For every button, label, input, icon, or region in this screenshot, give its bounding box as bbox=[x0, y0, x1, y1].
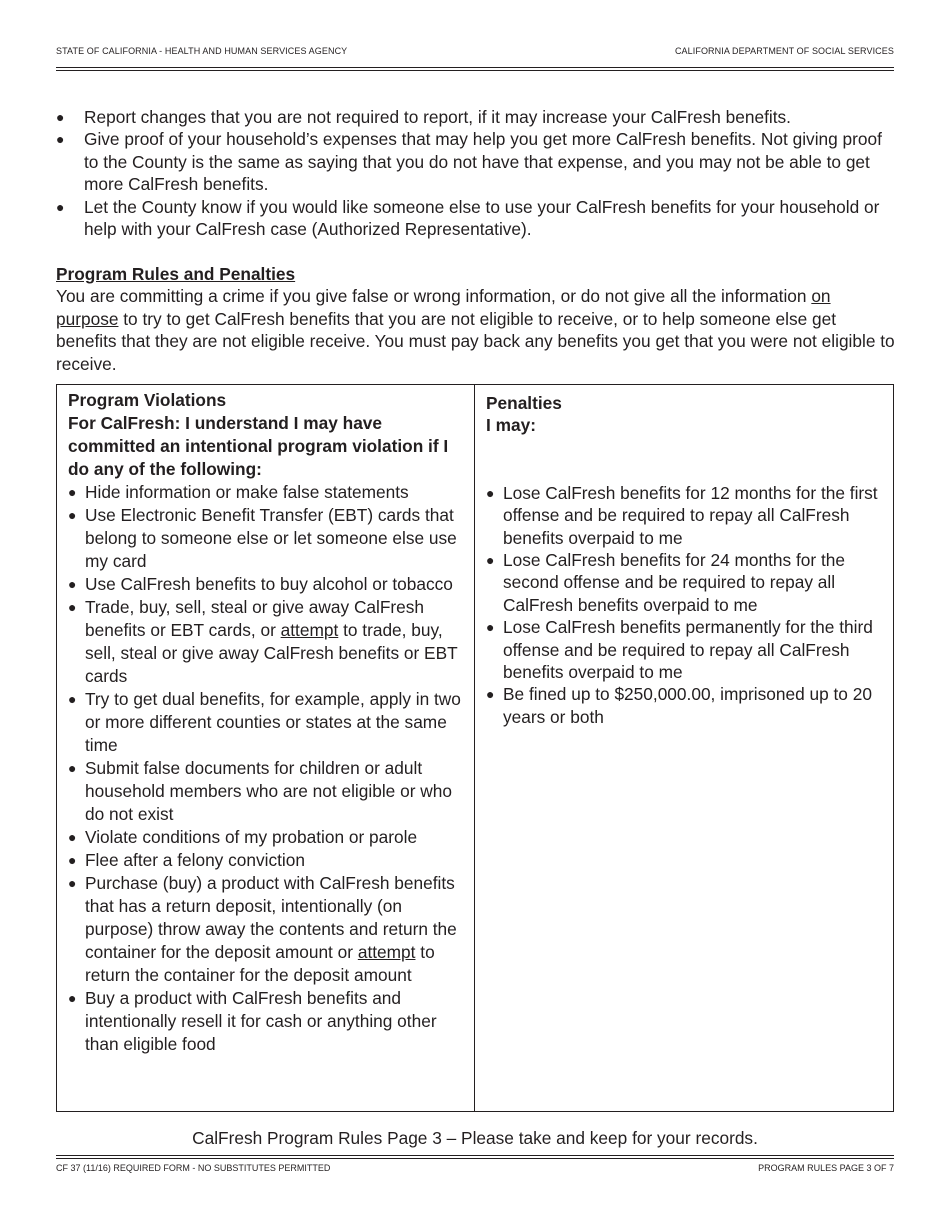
violation-text: Buy a product with CalFresh benefits and intentionally resell it for cash or anything other than eligible food bbox=[85, 988, 437, 1054]
penalty-text: Lose CalFresh benefits for 24 months for the second offense and be required to repay all CalFresh benefits overpaid to me bbox=[503, 550, 845, 615]
list-item bbox=[68, 987, 466, 1056]
bullet-icon: ● bbox=[56, 109, 65, 125]
list-item bbox=[56, 128, 894, 195]
list-item bbox=[68, 504, 466, 573]
page-footer bbox=[56, 1163, 894, 1173]
text-part: to return the container for the deposit amount bbox=[85, 942, 435, 985]
list-item bbox=[486, 549, 879, 616]
bullet-icon: ● bbox=[68, 990, 77, 1006]
penalties-title: Penalties bbox=[486, 393, 562, 413]
bullet-icon: ● bbox=[68, 829, 77, 845]
bullet-text: Give proof of your household’s expenses that may help you get more CalFresh benefits. Not giving proof to the County is the same as saying that you do not have that expense, and you may not be able to get more CalFresh benefits. bbox=[84, 129, 882, 195]
penalty-text: Lose CalFresh benefits for 12 months for the first offense and be required to repay all CalFresh benefits overpaid to me bbox=[503, 482, 878, 548]
list-item bbox=[68, 573, 466, 596]
section-paragraph bbox=[56, 285, 896, 375]
violation-text: Violate conditions of my probation or parole bbox=[85, 827, 418, 847]
violation-text: Flee after a felony conviction bbox=[85, 850, 305, 870]
text-part: to trade, buy, sell, steal or give away CalFresh benefits or EBT cards bbox=[85, 620, 458, 686]
list-item bbox=[68, 596, 466, 688]
list-item bbox=[486, 683, 879, 728]
bullet-icon: ● bbox=[68, 507, 77, 523]
penalty-text: Lose CalFresh benefits permanently for the third offense and be required to repay all CalFresh benefits overpaid to me bbox=[503, 617, 873, 683]
bullet-icon: ● bbox=[486, 619, 495, 636]
emphasis-attempt: attempt bbox=[280, 620, 339, 640]
bullet-icon: ● bbox=[68, 875, 77, 891]
text-part: Purchase (buy) a product with CalFresh benefits that has a return deposit, intentionally (on purpose) throw away the contents and return the container for the deposit amount or bbox=[85, 873, 457, 962]
section-heading: Program Rules and Penalties bbox=[56, 264, 296, 284]
emphasis-on-purpose: on purpose bbox=[56, 286, 831, 329]
list-item bbox=[68, 757, 466, 826]
violations-penalties-table bbox=[56, 384, 894, 1112]
page-header bbox=[56, 46, 894, 68]
violation-text: Use Electronic Benefit Transfer (EBT) cards that belong to someone else or let someone else use my card bbox=[85, 505, 457, 571]
footer-notice: CalFresh Program Rules Page 3 – Please take and keep for your records. bbox=[192, 1128, 758, 1148]
bullet-icon: ● bbox=[486, 552, 495, 569]
text-part: Trade, buy, sell, steal or give away CalFresh benefits or EBT cards, or bbox=[85, 597, 425, 640]
program-rules-section bbox=[56, 263, 896, 375]
bullet-text: Let the County know if you would like someone else to use your CalFresh benefits for your household or help with your CalFresh case (Authorized Representative). bbox=[84, 196, 880, 240]
form-number: CF 37 (11/16) REQUIRED FORM - NO SUBSTITUTES PERMITTED bbox=[56, 1163, 331, 1173]
penalties-subtitle: I may: bbox=[486, 415, 536, 436]
violation-text: Use CalFresh benefits to buy alcohol or tobacco bbox=[85, 574, 453, 594]
list-item bbox=[68, 481, 466, 504]
emphasis-attempt: attempt bbox=[357, 942, 416, 962]
violations-column bbox=[57, 385, 475, 1111]
bullet-icon: ● bbox=[486, 484, 495, 501]
penalties-column bbox=[475, 385, 893, 1111]
list-item bbox=[486, 482, 879, 549]
violation-text: Try to get dual benefits, for example, apply in two or more different counties or states at the same time bbox=[85, 689, 461, 755]
list-item bbox=[68, 688, 466, 757]
bullet-icon: ● bbox=[68, 691, 77, 707]
page-number: PROGRAM RULES PAGE 3 OF 7 bbox=[758, 1163, 894, 1173]
spacer bbox=[486, 437, 879, 482]
violation-text: Hide information or make false statements bbox=[85, 482, 409, 502]
bullet-icon: ● bbox=[68, 852, 77, 868]
list-item bbox=[56, 106, 894, 128]
bullet-icon: ● bbox=[68, 484, 77, 500]
header-divider bbox=[56, 67, 894, 71]
bullet-icon: ● bbox=[486, 686, 495, 703]
list-item bbox=[486, 616, 879, 683]
bullet-icon: ● bbox=[56, 131, 65, 148]
bullet-icon: ● bbox=[68, 576, 77, 592]
list-item bbox=[56, 196, 894, 241]
footer-divider bbox=[56, 1155, 894, 1159]
header-agency: STATE OF CALIFORNIA - HEALTH AND HUMAN SERVICES AGENCY bbox=[56, 46, 348, 56]
bullet-text: Report changes that you are not required to report, if it may increase your CalFresh benefits. bbox=[84, 107, 791, 127]
intro-bullet-list bbox=[56, 106, 894, 240]
violation-text: Submit false documents for children or adult household members who are not eligible or who do not exist bbox=[85, 758, 452, 824]
violation-text bbox=[85, 596, 466, 688]
bullet-icon: ● bbox=[68, 599, 77, 615]
header-department: CALIFORNIA DEPARTMENT OF SOCIAL SERVICES bbox=[674, 46, 894, 56]
bullet-icon: ● bbox=[56, 198, 65, 215]
paragraph-text: You are committing a crime if you give false or wrong information, or do not give all the information bbox=[56, 286, 812, 307]
penalty-text: Be fined up to $250,000.00, imprisoned up to 20 years or both bbox=[503, 684, 872, 727]
bullet-icon: ● bbox=[68, 760, 77, 776]
list-item bbox=[68, 849, 466, 872]
list-item bbox=[68, 872, 466, 987]
paragraph-text: to try to get CalFresh benefits that you are not eligible to receive, or to help someone else get benefits that they are not eligible receive. You must pay back any benefits you get that you were not eligible to receive. bbox=[56, 308, 895, 374]
list-item bbox=[68, 826, 466, 849]
violations-title: Program Violations bbox=[68, 390, 227, 410]
violation-text bbox=[85, 872, 466, 987]
violations-statement: For CalFresh: I understand I may have committed an intentional program violation if I do any of the following: bbox=[68, 413, 449, 479]
